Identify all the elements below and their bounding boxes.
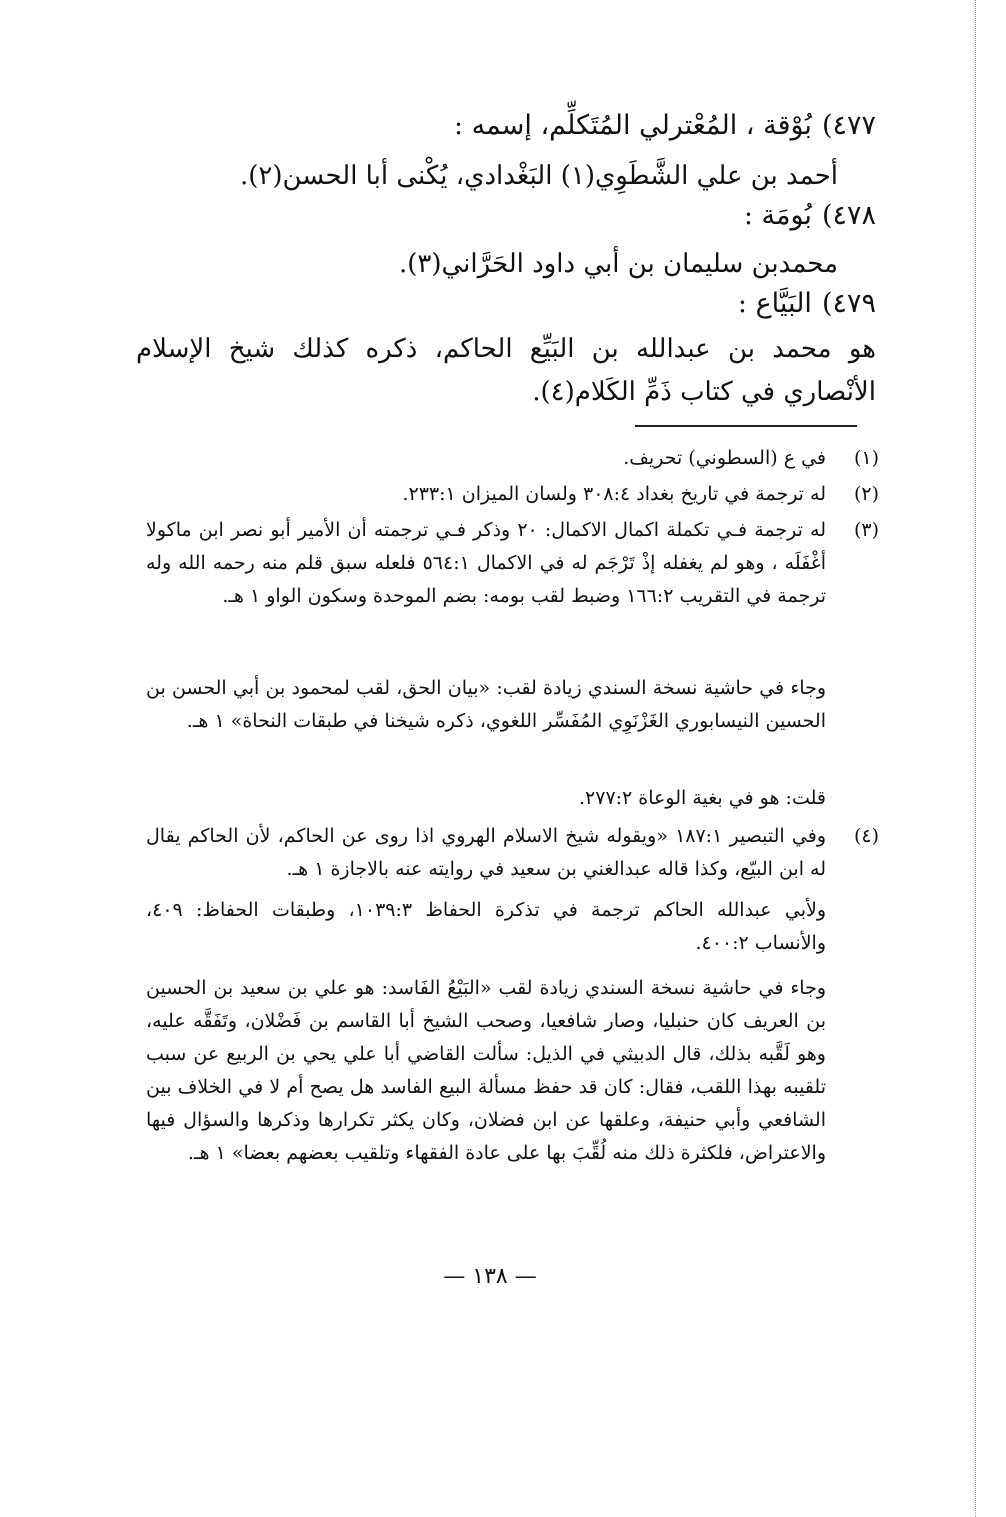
entry-478-body: محمدبن سليمان بن أبي داود الحَرَّاني(٣).	[398, 249, 838, 279]
footnote-4-para-2: ولأبي عبدالله الحاكم ترجمة في تذكرة الحفاظ ١٠٣٩:٣، وطبقات الحفاظ: ٤٠٩، والأنساب ٤٠٠:٢.	[146, 899, 826, 954]
footnote-4-number: (٤)	[853, 825, 879, 847]
page-number: — ١٣٨ —	[443, 1264, 537, 1289]
entry-479-heading	[116, 284, 876, 324]
page-edge-line	[975, 0, 976, 1517]
footnote-3-para-1: له ترجمة فـي تكملة اكمال الاكمال: ٢٠ وذكر فـي ترجمته أن الأمير أبو نصر ابن ماكولا أغْفَلَه ، وهو لم يغفله إذْ تَرْجَم له في الاكمال ٥٦٤:١ فلعله سبق قلم منه رحمه الله وله ترجمة في التقريب ١٦٦:٢ وضبط لقب بومه: بضم الموحدة وسكون الواو ١ هـ.	[146, 519, 826, 607]
entry-478-title: بُومَة :	[743, 200, 812, 231]
footnote-3-para-3: قلت: هو في بغية الوعاة ٢٧٧:٢.	[578, 787, 826, 809]
footnote-3-number: (٣)	[853, 519, 879, 541]
entry-478-heading	[116, 196, 876, 236]
footnote-1-text: في ع (السطوني) تحريف.	[623, 447, 826, 469]
entry-479-body: هو محمد بن عبدالله بن البَيِّع الحاكم، ذكره كذلك شيخ الإسلام الأنْصاري في كتاب ذَمِّ الكَلام(٤).	[136, 334, 876, 407]
entry-478-number: ٤٧٨)	[821, 200, 876, 231]
entry-479-title: البَيَّاع :	[737, 288, 812, 319]
entry-477-body: أحمد بن علي الشَّطَوِي(١) البَغْدادي، يُكْنى أبا الحسن(٢).	[239, 161, 838, 191]
entry-477-title: بُوْقة ، المُعْترلي المُتَكلِّم، إسمه :	[454, 110, 812, 141]
footnote-2-text: له ترجمة في تاريخ بغداد ٣٠٨:٤ ولسان الميزان ٢٣٣:١.	[402, 483, 826, 505]
footnote-4-para-1: وفي التبصير ١٨٧:١ «ويقوله شيخ الاسلام الهروي اذا روى عن الحاكم، لأن الحاكم يقال له ابن البيّع، وكذا قاله عبدالغني بن سعيد في روايته عنه بالاجازة ١ هـ.	[146, 825, 826, 880]
footnote-2-number: (٢)	[853, 483, 879, 505]
footnote-3-para-2: وجاء في حاشية نسخة السندي زيادة لقب: «بيان الحق، لقب لمحمود بن أبي الحسن بن الحسين النيسابوري الغَزْنَوِي المُفَسِّر اللغوي، ذكره شيخنا في طبقات النحاة» ١ هـ.	[146, 677, 826, 732]
entry-477-number: ٤٧٧)	[821, 110, 876, 141]
footnote-1-number: (١)	[853, 447, 879, 469]
entry-479-number: ٤٧٩)	[821, 288, 876, 319]
entry-477-heading	[116, 106, 876, 146]
footnote-4-para-3: وجاء في حاشية نسخة السندي زيادة لقب «البَيْعُ الفَاسد: هو علي بن سعيد بن الحسين بن العريف كان حنبليا، وصار شافعيا، وصحب الشيخ أبا القاسم بن فَضْلان، وتَفَقَّه عليه، وهو لَقَّبه بذلك، قال الدبيثي في الذيل: سألت القاضي أبا علي يحي بن الربيع عن سبب تلقيبه بهذا اللقب، فقال: كان قد حفظ مسألة البيع الفاسد هل يصح أم لا في الخلاف بين الشافعي وأبي حنيفة، وعلقها عن ابن فضلان، وكان يكثر تكرارها وذكرها والسؤال فيها والاعتراض، فلكثرة ذلك منه لُقِّبَ بها على عادة الفقهاء وتلقيب بعضهم بعضا» ١ هـ.	[146, 977, 826, 1164]
footnote-separator	[635, 425, 857, 427]
